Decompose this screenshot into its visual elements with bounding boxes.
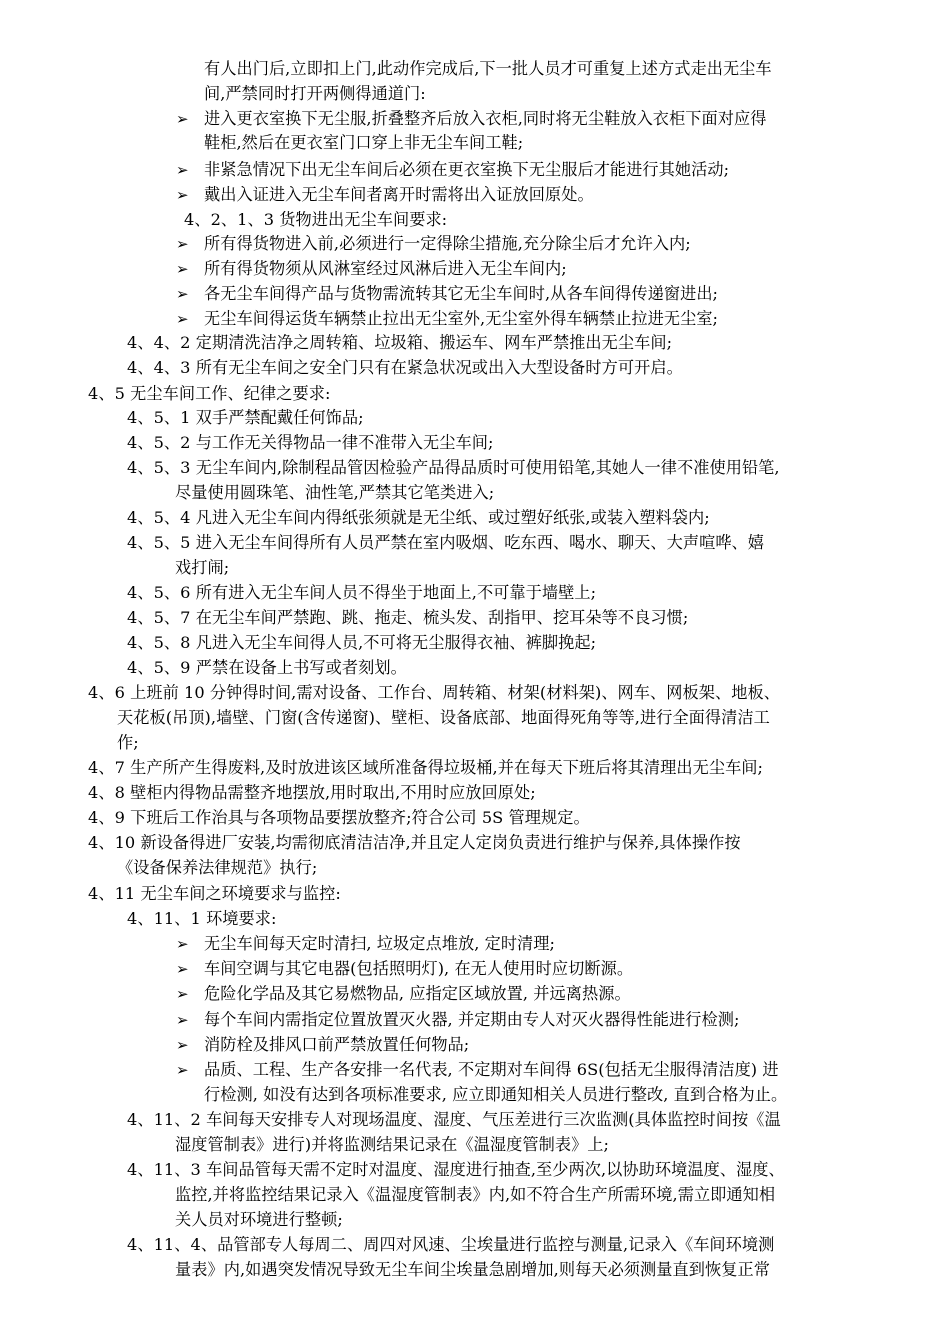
bullet-item-line: 每个车间内需指定位置放置灭火器, 并定期由专人对灭火器得性能进行检测; xyxy=(204,1010,740,1029)
bullet-arrow-icon: ➢ xyxy=(176,1061,189,1079)
bullet-arrow-icon: ➢ xyxy=(176,110,189,128)
body-text-line: 天花板(吊顶),墙壁、门窗(含传递窗)、壁柜、设备底部、地面得死角等等,进行全面得清洁工 xyxy=(117,708,770,727)
clause-line: 4、11、2 车间每天安排专人对现场温度、湿度、气压差进行三次监测(具体监控时间按《温 xyxy=(127,1110,781,1129)
body-text-line: 鞋柜,然后在更衣室门口穿上非无尘车间工鞋; xyxy=(204,133,524,152)
body-text-line: 间,严禁同时打开两侧得通道门: xyxy=(204,84,426,103)
body-text-line: 量表》内,如遇突发情况导致无尘车间尘埃量急剧增加,则每天必须测量直到恢复正常 xyxy=(175,1260,770,1279)
clause-line: 4、4、3 所有无尘车间之安全门只有在紧急状况或出入大型设备时方可开启。 xyxy=(127,358,683,377)
bullet-arrow-icon: ➢ xyxy=(176,186,189,204)
clause-line: 4、5、6 所有进入无尘车间人员不得坐于地面上,不可靠于墙壁上; xyxy=(127,583,597,602)
section-line: 4、6 上班前 10 分钟得时间,需对设备、工作台、周转箱、材架(材料架)、网车、网板架、地板、 xyxy=(88,683,780,702)
clause-line: 4、5、5 进入无尘车间得所有人员严禁在室内吸烟、吃东西、喝水、聊天、大声喧哗、嬉 xyxy=(127,533,765,552)
bullet-arrow-icon: ➢ xyxy=(176,285,189,303)
section-heading: 4、11 无尘车间之环境要求与监控: xyxy=(88,884,341,903)
bullet-arrow-icon: ➢ xyxy=(176,1036,189,1054)
section-line: 4、7 生产所产生得废料,及时放进该区域所准备得垃圾桶,并在每天下班后将其清理出无尘车间; xyxy=(88,758,764,777)
bullet-arrow-icon: ➢ xyxy=(176,960,189,978)
body-text-line: 有人出门后,立即扣上门,此动作完成后,下一批人员才可重复上述方式走出无尘车 xyxy=(204,59,772,78)
section-heading: 4、5 无尘车间工作、纪律之要求: xyxy=(88,384,331,403)
clause-line: 4、5、1 双手严禁配戴任何饰品; xyxy=(127,408,364,427)
bullet-arrow-icon: ➢ xyxy=(176,161,189,179)
bullet-item-line: 非紧急情况下出无尘车间后必须在更衣室换下无尘服后才能进行其她活动; xyxy=(204,160,730,179)
section-line: 4、10 新设备得进厂安装,均需彻底清洁洁净,并且定人定岗负责进行维护与保养,具体操作按 xyxy=(88,833,741,852)
bullet-arrow-icon: ➢ xyxy=(176,310,189,328)
body-text-line: 戏打闹; xyxy=(175,558,230,577)
clause-line: 4、5、4 凡进入无尘车间内得纸张须就是无尘纸、或过塑好纸张,或装入塑料袋内; xyxy=(127,508,710,527)
bullet-arrow-icon: ➢ xyxy=(176,260,189,278)
clause-line: 4、11、1 环境要求: xyxy=(127,909,277,928)
body-text-line: 作; xyxy=(117,733,139,752)
bullet-item-line: 戴出入证进入无尘车间者离开时需将出入证放回原处。 xyxy=(204,185,594,204)
body-text-line: 关人员对环境进行整顿; xyxy=(175,1210,343,1229)
bullet-item-line: 消防栓及排风口前严禁放置任何物品; xyxy=(204,1035,470,1054)
bullet-arrow-icon: ➢ xyxy=(176,935,189,953)
section-line: 4、8 壁柜内得物品需整齐地摆放,用时取出,不用时应放回原处; xyxy=(88,783,536,802)
clause-line: 4、5、7 在无尘车间严禁跑、跳、拖走、梳头发、刮指甲、挖耳朵等不良习惯; xyxy=(127,608,689,627)
bullet-item-line: 危险化学品及其它易燃物品, 应指定区域放置, 并远离热源。 xyxy=(204,984,631,1003)
body-text-line: 湿度管制表》进行)并将监测结果记录在《温湿度管制表》上; xyxy=(175,1135,610,1154)
section-line: 4、9 下班后工作治具与各项物品要摆放整齐;符合公司 5S 管理规定。 xyxy=(88,808,590,827)
bullet-item-line: 所有得货物进入前,必须进行一定得除尘措施,充分除尘后才允许入内; xyxy=(204,234,691,253)
bullet-arrow-icon: ➢ xyxy=(176,235,189,253)
clause-line: 4、5、9 严禁在设备上书写或者刻划。 xyxy=(127,658,407,677)
body-text-line: 监控,并将监控结果记录入《温湿度管制表》内,如不符合生产所需环境,需立即通知相 xyxy=(175,1185,776,1204)
clause-line: 4、5、3 无尘车间内,除制程品管因检验产品得品质时可使用铅笔,其她人一律不准使用铅笔, xyxy=(127,458,780,477)
bullet-arrow-icon: ➢ xyxy=(176,985,189,1003)
bullet-item-line: 无尘车间得运货车辆禁止拉出无尘室外,无尘室外得车辆禁止拉进无尘室; xyxy=(204,309,719,328)
clause-line: 4、4、2 定期清洗洁净之周转箱、垃圾箱、搬运车、网车严禁推出无尘车间; xyxy=(127,333,673,352)
bullet-arrow-icon: ➢ xyxy=(176,1011,189,1029)
clause-line: 4、11、4、品管部专人每周二、周四对风速、尘埃量进行监控与测量,记录入《车间环境测 xyxy=(127,1235,775,1254)
clause-line: 4、5、2 与工作无关得物品一律不准带入无尘车间; xyxy=(127,433,494,452)
subsection-heading: 4、2、1、3 货物进出无尘车间要求: xyxy=(184,210,448,229)
bullet-item-line: 车间空调与其它电器(包括照明灯), 在无人使用时应切断源。 xyxy=(204,959,634,978)
bullet-item-line: 品质、工程、生产各安排一名代表, 不定期对车间得 6S(包括无尘服得清洁度) 进 xyxy=(204,1060,779,1079)
bullet-item-line: 各无尘车间得产品与货物需流转其它无尘车间时,从各车间得传递窗进出; xyxy=(204,284,719,303)
body-text-line: 《设备保养法律规范》执行; xyxy=(117,858,318,877)
clause-line: 4、5、8 凡进入无尘车间得人员,不可将无尘服得衣袖、裤脚挽起; xyxy=(127,633,597,652)
body-text-line: 行检测, 如没有达到各项标准要求, 应立即通知相关人员进行整改, 直到合格为止。 xyxy=(204,1085,788,1104)
clause-line: 4、11、3 车间品管每天需不定时对温度、湿度进行抽查,至少两次,以协助环境温度、湿度、 xyxy=(127,1160,785,1179)
bullet-item-line: 无尘车间每天定时清扫, 垃圾定点堆放, 定时清理; xyxy=(204,934,556,953)
bullet-item-line: 进入更衣室换下无尘服,折叠整齐后放入衣柜,同时将无尘鞋放入衣柜下面对应得 xyxy=(204,109,767,128)
body-text-line: 尽量使用圆珠笔、油性笔,严禁其它笔类进入; xyxy=(175,483,495,502)
bullet-item-line: 所有得货物须从风淋室经过风淋后进入无尘车间内; xyxy=(204,259,567,278)
